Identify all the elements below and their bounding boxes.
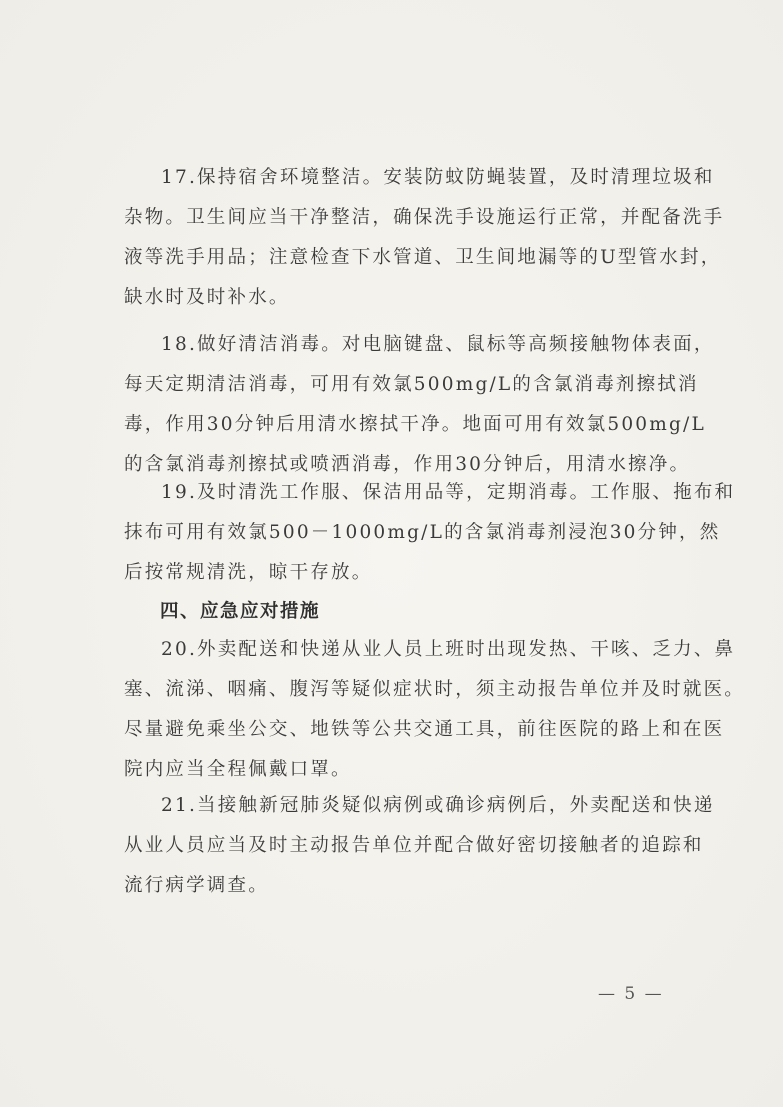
paragraph-line: 缺水时及时补水。 [124, 287, 290, 308]
paragraph-line: 19.及时清洗工作服、保洁用品等，定期消毒。工作服、拖布和 [161, 482, 736, 503]
paragraph-17 [124, 158, 725, 318]
paragraph-21 [124, 786, 715, 906]
paragraph-line: 院内应当全程佩戴口罩。 [124, 759, 352, 780]
paragraph-19 [124, 473, 736, 593]
paragraph-line: 尽量避免乘坐公交、地铁等公共交通工具，前往医院的路上和在医 [124, 719, 725, 740]
paragraph-line: 的含氯消毒剂擦拭或喷洒消毒，作用30分钟后，用清水擦净。 [124, 454, 691, 475]
paragraph-line: 液等洗手用品；注意检查下水管道、卫生间地漏等的U型管水封， [124, 247, 722, 268]
section-heading: 四、应急应对措施 [160, 601, 321, 622]
paragraph-line: 从业人员应当及时主动报告单位并配合做好密切接触者的追踪和 [124, 835, 704, 856]
paragraph-line: 20.外卖配送和快递从业人员上班时出现发热、干咳、乏力、鼻 [161, 639, 736, 660]
paragraph-line: 18.做好清洁消毒。对电脑键盘、鼠标等高频接触物体表面， [161, 334, 715, 355]
paragraph-line: 塞、流涕、咽痛、腹泻等疑似症状时，须主动报告单位并及时就医。 [124, 679, 746, 700]
paragraph-18 [124, 325, 715, 485]
paragraph-line: 后按常规清洗，晾干存放。 [124, 562, 373, 583]
paragraph-line: 抹布可用有效氯500－1000mg/L的含氯消毒剂浸泡30分钟，然 [124, 522, 721, 543]
paragraph-line: 21.当接触新冠肺炎疑似病例或确诊病例后，外卖配送和快递 [161, 795, 715, 816]
paragraph-line: 毒，作用30分钟后用清水擦拭干净。地面可用有效氯500mg/L [124, 414, 706, 435]
paragraph-line: 流行病学调查。 [124, 875, 269, 896]
paragraph-20 [124, 630, 746, 790]
page-number: — 5 — [598, 984, 664, 1004]
paragraph-line: 杂物。卫生间应当干净整洁，确保洗手设施运行正常，并配备洗手 [124, 207, 725, 228]
paragraph-line: 17.保持宿舍环境整洁。安装防蚊防蝇装置，及时清理垃圾和 [161, 167, 715, 188]
paragraph-line: 每天定期清洁消毒，可用有效氯500mg/L的含氯消毒剂擦拭消 [124, 374, 699, 395]
